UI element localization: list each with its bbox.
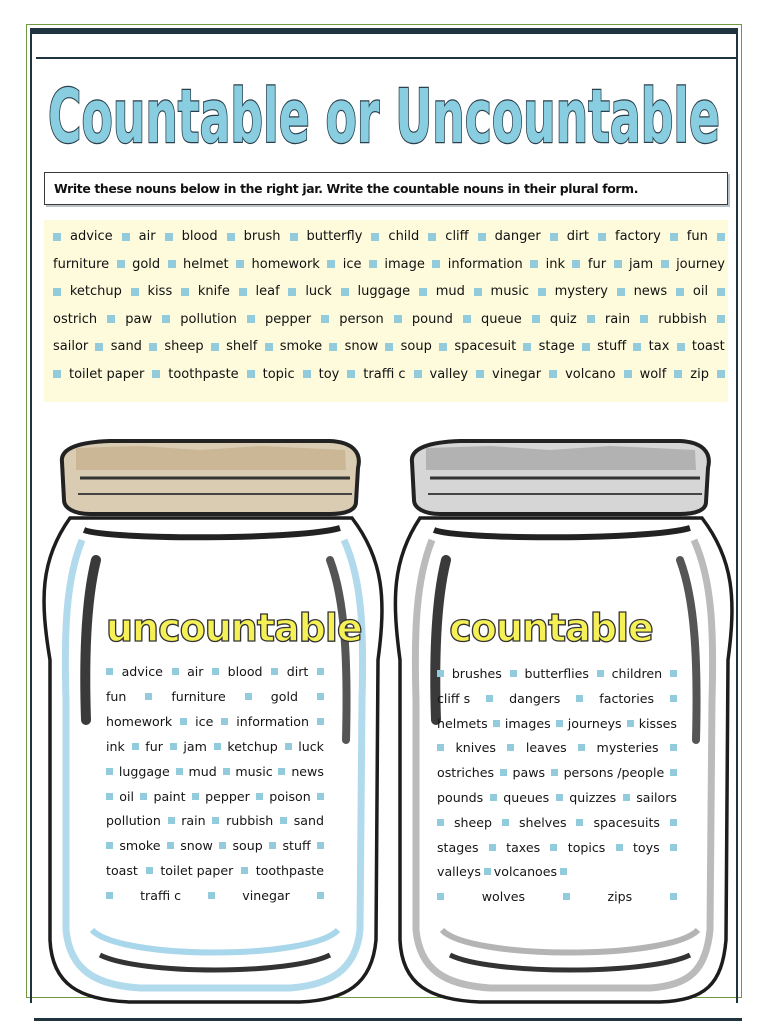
noun-word: dirt	[566, 229, 589, 244]
noun-word: blood	[227, 664, 263, 679]
word-line	[437, 691, 677, 706]
noun-word: information	[236, 713, 309, 729]
noun-word: pepper	[205, 788, 250, 804]
noun-word: ink	[545, 256, 566, 272]
noun-word: danger	[494, 229, 541, 244]
bullet-square	[221, 718, 228, 725]
bullet-square	[551, 769, 558, 776]
noun-word: volcanoes	[493, 864, 558, 880]
noun-word: toothpaste	[168, 366, 239, 382]
noun-word: pounds	[437, 790, 484, 805]
bullet-square	[269, 842, 276, 849]
noun-word: queue	[480, 311, 522, 327]
bullet-square	[493, 720, 500, 727]
word-line	[437, 815, 677, 830]
noun-word: pound	[411, 311, 453, 327]
noun-word: news	[291, 763, 324, 779]
word-line	[437, 840, 677, 855]
page-title-text: Countable or Uncountable	[48, 74, 720, 160]
noun-word: fur	[145, 738, 163, 754]
noun-word: ice	[195, 713, 214, 729]
bullet-square	[550, 844, 557, 851]
noun-word: persons /people	[563, 765, 665, 781]
noun-word: journeys	[567, 715, 622, 731]
word-line	[106, 813, 324, 828]
noun-word: oil	[692, 284, 709, 299]
noun-word: luggage	[357, 284, 411, 299]
bullet-square	[317, 892, 324, 899]
bullet-square	[140, 793, 147, 800]
noun-word: sand	[293, 813, 324, 829]
bullet-square	[146, 867, 153, 874]
noun-word: mystery	[554, 284, 608, 299]
noun-word: fur	[587, 256, 607, 272]
bullet-square	[489, 844, 496, 851]
noun-word: valleys	[437, 864, 481, 880]
noun-word: wolf	[639, 366, 667, 382]
bullet-square	[317, 693, 324, 700]
noun-word: valley	[429, 366, 469, 382]
bullet-square	[241, 867, 248, 874]
bullet-square	[597, 670, 604, 677]
bullet-square	[670, 844, 677, 851]
noun-word: snow	[180, 838, 213, 854]
noun-word: shelves	[518, 814, 567, 830]
bullet-square	[507, 744, 514, 751]
noun-word: paw	[125, 311, 153, 327]
bottom-rule	[34, 1018, 742, 1021]
bullet-square	[317, 842, 324, 849]
noun-word: sailor	[53, 339, 89, 354]
noun-word: music	[235, 763, 273, 779]
noun-word: children	[611, 666, 663, 681]
bullet-square	[317, 718, 324, 725]
noun-word: homework	[251, 256, 320, 272]
noun-word: information	[447, 256, 523, 272]
noun-word: stuff	[282, 838, 311, 854]
noun-word: ostrich	[53, 311, 98, 327]
noun-word: pepper	[264, 311, 312, 327]
noun-word: traffi c	[363, 366, 406, 382]
word-line	[437, 864, 567, 879]
bullet-square	[167, 842, 174, 849]
instruction-text: Write these nouns below in the right jar. Write the countable nouns in their plural form.	[54, 181, 639, 196]
noun-word: leaves	[525, 740, 567, 756]
bullet-square	[192, 793, 199, 800]
noun-word: images	[504, 715, 551, 731]
word-line	[106, 714, 324, 729]
bullet-square	[256, 793, 263, 800]
noun-word: ketchup	[227, 738, 278, 754]
noun-word: mud	[188, 763, 217, 779]
noun-word: quiz	[549, 311, 577, 327]
word-line	[106, 764, 324, 779]
noun-word: ice	[342, 256, 362, 272]
bullet-square	[616, 844, 623, 851]
noun-word: news	[633, 284, 668, 299]
bullet-square	[500, 769, 507, 776]
noun-word: toilet paper	[68, 366, 145, 382]
noun-word: snow	[344, 339, 379, 354]
noun-word: poison	[269, 788, 311, 804]
noun-word: queues	[503, 790, 550, 805]
word-line	[437, 740, 677, 755]
noun-word: stages	[437, 839, 479, 855]
noun-word: factories	[599, 690, 655, 706]
noun-word: soup	[400, 339, 432, 354]
bullet-square	[271, 668, 278, 675]
noun-word: stage	[538, 339, 575, 354]
noun-word: ink	[106, 738, 125, 754]
noun-word: jam	[183, 738, 207, 754]
bullet-square	[106, 793, 113, 800]
noun-word: sheep	[164, 339, 204, 354]
noun-word: fun	[106, 688, 127, 704]
word-line	[437, 716, 677, 731]
noun-word: furniture	[171, 688, 226, 704]
bullet-square	[670, 819, 677, 826]
bullet-square	[170, 743, 177, 750]
word-line	[106, 789, 324, 804]
noun-word: advice	[70, 229, 113, 244]
word-line	[106, 863, 324, 878]
noun-word: mud	[435, 284, 465, 299]
word-line	[106, 838, 324, 853]
bullet-square	[437, 670, 444, 677]
noun-word: furniture	[53, 256, 110, 272]
bullet-square	[510, 670, 517, 677]
noun-word: helmet	[183, 256, 229, 272]
bullet-square	[576, 695, 583, 702]
uncountable-jar-label: uncountable	[106, 606, 362, 650]
noun-word: kiss	[147, 284, 173, 299]
bullet-square	[670, 769, 677, 776]
bullet-square	[212, 668, 219, 675]
noun-word: rain	[604, 311, 631, 327]
noun-word: rubbish	[658, 311, 707, 327]
noun-word: quizzes	[569, 790, 617, 805]
noun-word: shelf	[226, 339, 258, 354]
bullet-square	[437, 744, 444, 751]
word-line	[106, 888, 324, 903]
noun-word: smoke	[279, 339, 323, 354]
noun-word: tax	[648, 339, 670, 354]
noun-word: ostriches	[437, 765, 495, 781]
word-line	[106, 739, 324, 754]
noun-word: pollution	[106, 813, 161, 829]
noun-word: zip	[690, 366, 709, 382]
noun-word: oil	[119, 788, 134, 804]
bullet-square	[623, 794, 630, 801]
bullet-square	[490, 794, 497, 801]
noun-word: leaf	[255, 284, 280, 299]
noun-word: vinegar	[492, 366, 542, 382]
noun-word: stuff	[597, 339, 627, 354]
noun-word: rubbish	[226, 813, 274, 829]
word-line	[437, 666, 677, 681]
noun-word: luggage	[118, 763, 170, 779]
bullet-square	[132, 743, 139, 750]
bullet-square	[219, 842, 226, 849]
bullet-square	[106, 892, 113, 899]
bullet-square	[563, 893, 570, 900]
noun-word: dangers	[509, 690, 561, 706]
noun-word: butterflies	[524, 666, 589, 681]
noun-word: person	[339, 311, 384, 327]
noun-word: rain	[181, 813, 206, 829]
noun-word: homework	[106, 713, 173, 729]
bullet-square	[670, 893, 677, 900]
bullet-square	[106, 668, 113, 675]
bullet-square	[145, 693, 152, 700]
word-line	[437, 765, 677, 780]
noun-word: wolves	[481, 889, 526, 905]
noun-word: cliff s	[437, 690, 471, 706]
noun-word: sailors	[636, 790, 677, 805]
noun-word: ketchup	[69, 284, 122, 299]
noun-word: spacesuit	[454, 339, 517, 354]
bullet-square	[576, 819, 583, 826]
bullet-square	[437, 893, 444, 900]
noun-word: helmets	[437, 715, 488, 731]
bullet-square	[168, 817, 175, 824]
noun-word: toilet paper	[160, 863, 234, 879]
bullet-square	[106, 768, 113, 775]
noun-word: dirt	[286, 664, 309, 679]
noun-word: blood	[181, 229, 218, 244]
noun-word: jam	[628, 256, 654, 272]
noun-word: child	[388, 229, 420, 244]
bullet-square	[556, 720, 563, 727]
noun-word: knives	[455, 740, 496, 756]
noun-word: cliff	[445, 229, 469, 244]
bullet-square	[223, 768, 230, 775]
noun-word: fun	[686, 229, 708, 244]
bullet-square	[486, 695, 493, 702]
bullet-square	[670, 695, 677, 702]
word-line	[437, 889, 677, 904]
noun-word: music	[490, 284, 529, 299]
noun-word: toast	[691, 339, 725, 354]
bullet-square	[180, 718, 187, 725]
noun-word: advice	[121, 664, 163, 679]
noun-word: butterfly	[306, 229, 363, 244]
bullet-square	[278, 768, 285, 775]
word-line	[106, 664, 324, 679]
noun-word: vinegar	[242, 888, 290, 904]
noun-word: air	[138, 229, 156, 244]
noun-word: pollution	[180, 311, 237, 327]
noun-word: air	[187, 664, 204, 679]
noun-word: luck	[298, 738, 324, 754]
noun-word: volcano	[565, 366, 616, 382]
noun-word: luck	[305, 284, 332, 299]
bullet-square	[176, 768, 183, 775]
noun-word: toast	[106, 863, 138, 879]
noun-word: kisses	[638, 715, 677, 731]
noun-word: toy	[318, 366, 340, 382]
word-line	[437, 790, 677, 805]
bullet-square	[578, 744, 585, 751]
bullet-square	[484, 868, 491, 875]
countable-jar-label: countable	[449, 606, 653, 650]
noun-word: sand	[110, 339, 142, 354]
noun-word: factory	[615, 229, 661, 244]
bullet-square	[437, 819, 444, 826]
bullet-square	[245, 693, 252, 700]
noun-word: brush	[243, 229, 281, 244]
word-line	[106, 689, 324, 704]
bullet-square	[106, 842, 113, 849]
bullet-square	[317, 668, 324, 675]
bullet-square	[214, 743, 221, 750]
noun-word: traffi c	[140, 888, 182, 904]
bullet-square	[560, 868, 567, 875]
bullet-square	[280, 817, 287, 824]
bullet-square	[172, 668, 179, 675]
noun-word: toys	[632, 839, 660, 855]
bullet-square	[285, 743, 292, 750]
noun-word: topic	[262, 366, 295, 382]
noun-word: gold	[132, 256, 161, 272]
noun-word: journey	[676, 256, 725, 272]
bullet-square	[670, 744, 677, 751]
bullet-square	[212, 817, 219, 824]
noun-word: sheep	[453, 814, 493, 830]
noun-word: knife	[197, 284, 230, 299]
noun-word: topics	[567, 839, 606, 855]
bullet-square	[556, 794, 563, 801]
noun-word: paint	[153, 788, 186, 804]
noun-word: zips	[607, 889, 633, 905]
noun-word: image	[384, 256, 425, 272]
bullet-square	[627, 720, 634, 727]
noun-word: mysteries	[596, 740, 659, 756]
bullet-square	[502, 819, 509, 826]
bullet-square	[670, 670, 677, 677]
noun-word: smoke	[119, 838, 161, 854]
noun-word: gold	[270, 688, 298, 704]
bullet-square	[208, 892, 215, 899]
noun-word: soup	[232, 838, 263, 854]
noun-word: spacesuits	[593, 814, 660, 830]
noun-word: brushes	[451, 666, 502, 681]
noun-word: taxes	[506, 839, 541, 855]
noun-word: paws	[512, 765, 546, 781]
bullet-square	[317, 793, 324, 800]
noun-word: toothpaste	[255, 863, 324, 879]
